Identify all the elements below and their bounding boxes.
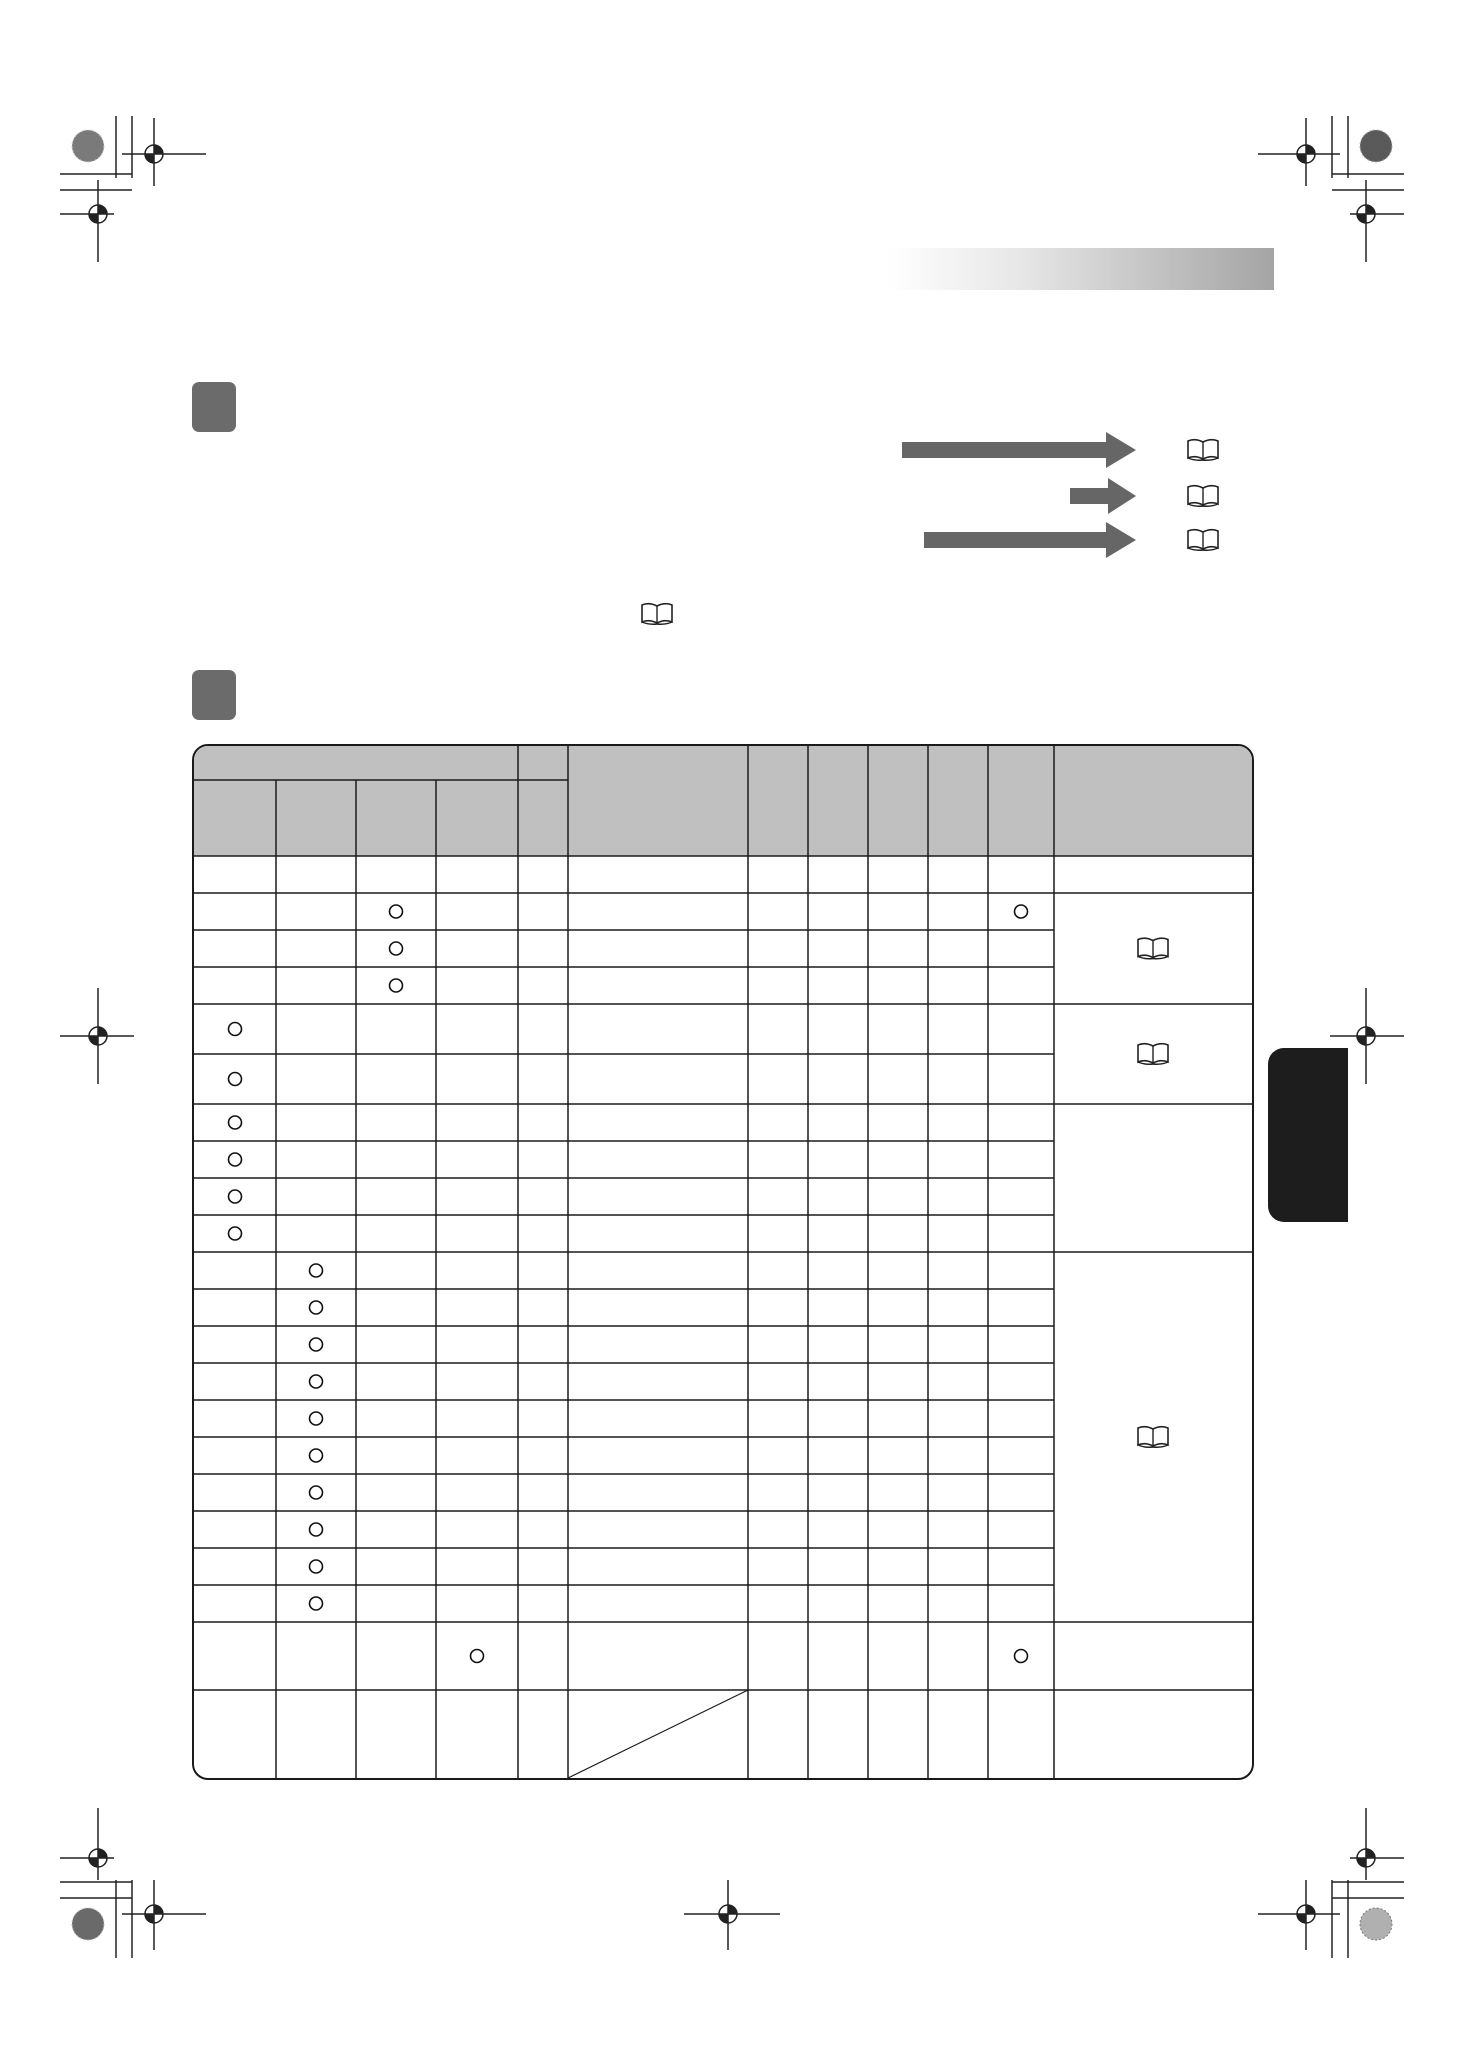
circle-marker xyxy=(310,1375,323,1388)
section-marker-1 xyxy=(192,382,236,432)
circle-marker xyxy=(390,979,403,992)
diagonal-rule xyxy=(568,1690,748,1778)
book-icon xyxy=(1138,1044,1168,1065)
circle-marker xyxy=(471,1650,484,1663)
circle-marker xyxy=(390,905,403,918)
book-icon xyxy=(1186,528,1220,552)
circle-marker xyxy=(310,1412,323,1425)
circle-marker xyxy=(310,1338,323,1351)
table-grid xyxy=(194,746,1252,1778)
circle-marker xyxy=(229,1073,242,1086)
circle-marker xyxy=(229,1190,242,1203)
side-index-tab xyxy=(1268,1048,1348,1222)
book-icon xyxy=(1186,484,1220,508)
section-marker-2 xyxy=(192,670,236,720)
circle-marker xyxy=(310,1523,323,1536)
circle-marker xyxy=(229,1116,242,1129)
reference-arrow-1 xyxy=(902,430,1138,470)
table-header xyxy=(194,746,1252,856)
book-icon xyxy=(1138,1427,1168,1448)
circle-marker xyxy=(1015,1650,1028,1663)
circle-marker xyxy=(310,1560,323,1573)
circle-marker xyxy=(310,1449,323,1462)
circle-marker xyxy=(310,1597,323,1610)
reference-arrow-3 xyxy=(924,520,1138,560)
circle-marker xyxy=(229,1023,242,1036)
circle-marker xyxy=(1015,905,1028,918)
reference-arrow-2 xyxy=(1070,476,1138,516)
circle-marker xyxy=(229,1153,242,1166)
circle-marker xyxy=(310,1301,323,1314)
circle-marker xyxy=(390,942,403,955)
circle-marker xyxy=(310,1264,323,1277)
inline-book-icon xyxy=(640,602,674,626)
circle-marker xyxy=(310,1486,323,1499)
circle-marker xyxy=(229,1227,242,1240)
header-gradient-band xyxy=(888,248,1274,290)
book-icon xyxy=(1186,438,1220,462)
book-icon xyxy=(1138,938,1168,959)
function-table xyxy=(192,744,1254,1780)
